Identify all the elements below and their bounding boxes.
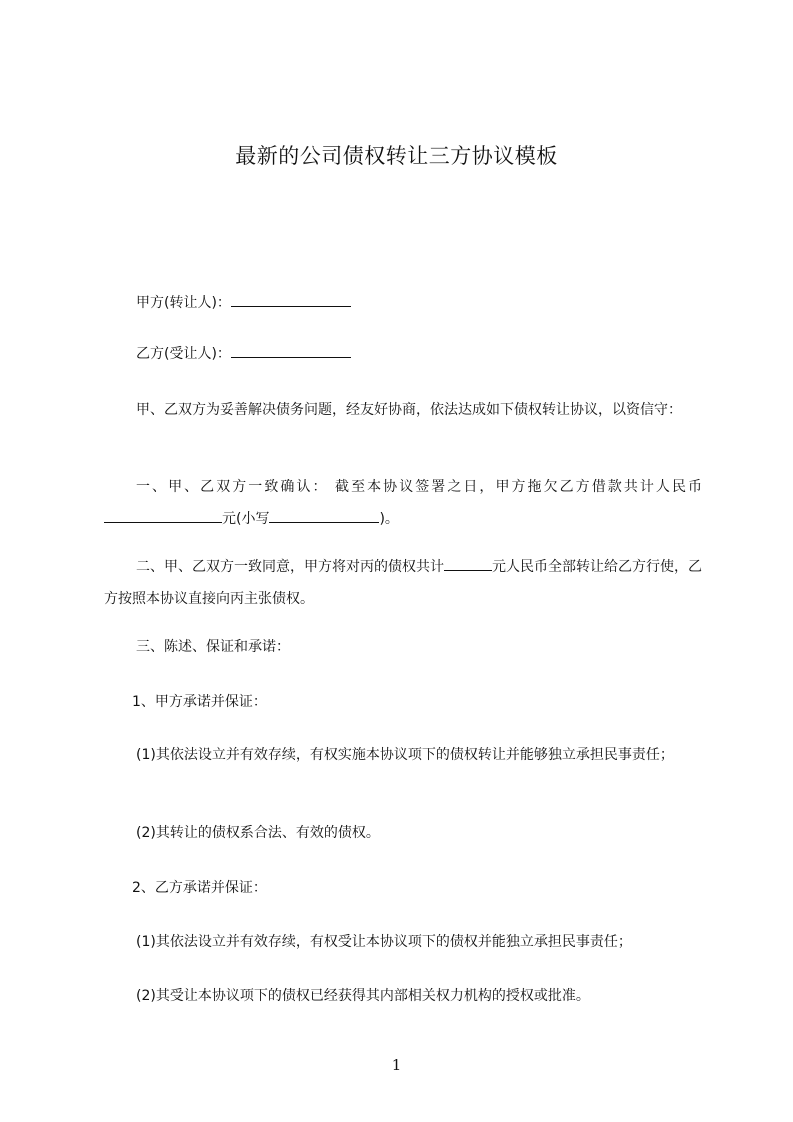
party-b-label: 乙方(受让人)： bbox=[136, 346, 231, 362]
clause-2 bbox=[104, 551, 702, 615]
clause-3-heading: 三、陈述、保证和承诺： bbox=[136, 639, 290, 655]
clause-2-amount-blank bbox=[444, 556, 492, 571]
party-a-blank bbox=[231, 292, 351, 307]
sub-1-heading: 1、甲方承诺并保证： bbox=[132, 694, 267, 710]
clause-1-figure-blank bbox=[269, 508, 379, 523]
clause-1-prefix: 一、甲、乙双方一致确认： 截至本协议签署之日，甲方拖欠乙方借款共计人民币 bbox=[136, 479, 702, 495]
sub-2-item-2: (2)其受让本协议项下的债权已经获得其内部相关权力机构的授权或批准。 bbox=[136, 988, 590, 1004]
party-a-line bbox=[104, 287, 702, 319]
clause-2-suffix: 元人民币全部转让给乙方行使，乙方按照本协议直接向丙主张债权。 bbox=[104, 559, 702, 607]
party-b-blank bbox=[231, 343, 351, 358]
clause-1-amount-blank bbox=[104, 508, 222, 523]
sub-1-item-1: (1)其依法设立并有效存续，有权实施本协议项下的债权转让并能够独立承担民事责任； bbox=[136, 747, 674, 763]
sub-1-item-2: (2)其转让的债权系合法、有效的债权。 bbox=[136, 825, 380, 841]
intro-paragraph bbox=[104, 394, 702, 426]
page-number: 1 bbox=[391, 1056, 402, 1074]
party-b-line bbox=[104, 338, 702, 370]
clause-1-suffix: )。 bbox=[379, 511, 399, 527]
clause-1-mid: 元(小写 bbox=[222, 511, 270, 527]
sub-2-item-1: (1)其依法设立并有效存续，有权受让本协议项下的债权并能独立承担民事责任； bbox=[136, 934, 632, 950]
document-title: 最新的公司债权转让三方协议模板 bbox=[235, 144, 558, 168]
party-a-label: 甲方(转让人)： bbox=[136, 295, 231, 311]
clause-2-prefix: 二、甲、乙双方一致同意，甲方将对丙的债权共计 bbox=[136, 559, 444, 575]
sub-2-heading: 2、乙方承诺并保证： bbox=[132, 880, 267, 896]
clause-1 bbox=[104, 471, 702, 535]
intro-text: 甲、乙双方为妥善解决债务问题，经友好协商，依法达成如下债权转让协议，以资信守： bbox=[136, 402, 682, 418]
